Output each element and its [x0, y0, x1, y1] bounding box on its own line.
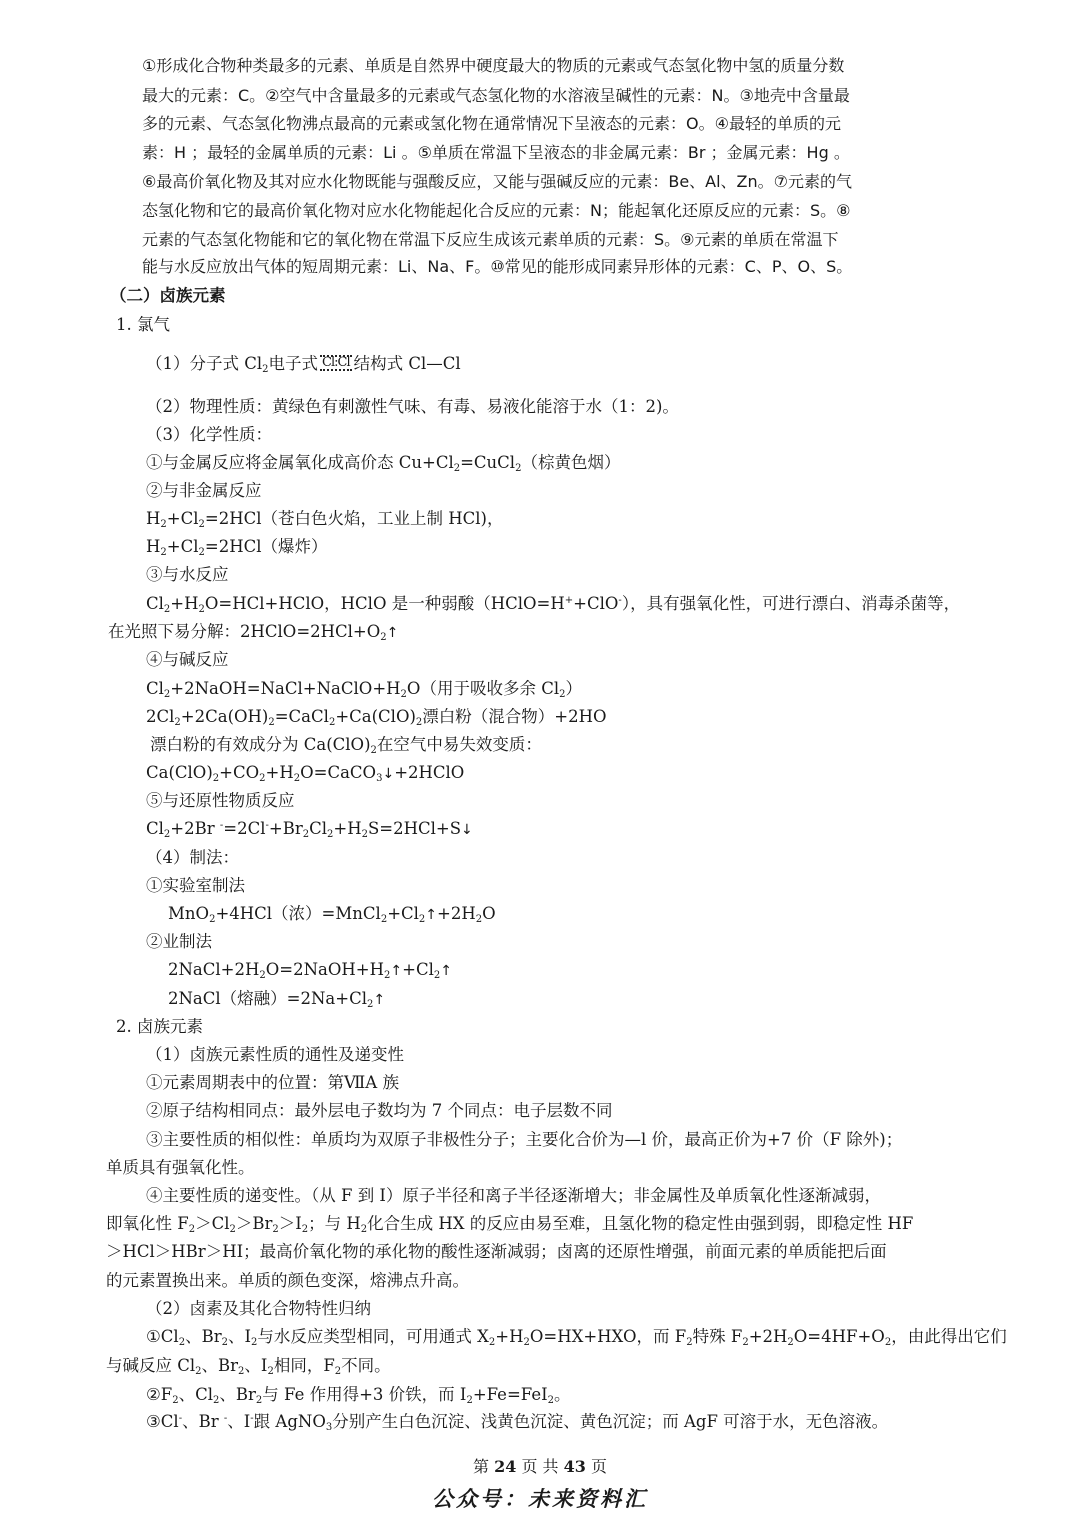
chemical-properties-title: （3）化学性质：	[146, 425, 272, 444]
page-number: 第 24 页 共 43 页	[473, 1457, 607, 1476]
halogen-p4: ③主要性质的相似性：单质均为双原子非极性分子；主要化合价为—l 价，最高正价为+7 价（F 除外)；	[146, 1130, 903, 1149]
watermark-text: 公众号：未来资料汇	[432, 1486, 648, 1511]
subsection-title-halogens: 2. 卤族元素	[116, 1017, 203, 1036]
halogen-p6: ④主要性质的递变性。（从 F 到 I）原子半径和离子半径逐渐增大；非金属性及单质氧化性逐渐减弱，	[146, 1186, 881, 1205]
reducer-reaction: $Cl_2+2Br$ $^-=2Cl^-+Br_2Cl_2+H_2S=2HCl+S↓$	[146, 819, 473, 840]
halogen-p14: ③Cl-、Br -、I-跟 AgNO$_3$分别产生白色沉淀、浅黄色沉淀、黄色沉淀；而 AgF 可溶于水，无色溶液。	[146, 1412, 889, 1433]
intro-line-6: 态氢化物和它的最高价氧化物对应水化物能起化合反应的元素：N；能起氧化还原反应的元素：S。⑧	[142, 201, 851, 220]
halogen-p9: 的元素置换出来。单质的颜色变深，熔沸点升高。	[106, 1271, 469, 1290]
intro-line-2: 最大的元素：C。②空气中含量最多的元素或气态氢化物的水溶液呈碱性的元素：N。③地壳中含量最	[142, 86, 850, 105]
h2-reaction-1: $H_2+Cl_2=2HCl$（苍白色火焰，工业上制 HCl)，	[146, 509, 504, 530]
halogen-p8: ＞HCl＞HBr＞HI；最高价氧化物的承化物的酸性逐渐减弱；卤离的还原性增强，前面元素的单质能把后面	[106, 1242, 887, 1261]
industrial-prep-title: ②业制法	[146, 932, 212, 951]
electron-dot-formula: Cl:Cl	[322, 355, 350, 370]
react-metal-line: ①与金属反应将金属氧化成高价态 $Cu+Cl_2=CuCl_2$（棕黄色烟）	[146, 453, 621, 474]
halogen-p2: ①元素周期表中的位置：第ⅦA 族	[146, 1073, 399, 1092]
physical-properties: （2）物理性质：黄绿色有刺激性气味、有毒、易液化能溶于水（1：2)。	[146, 397, 679, 416]
halogen-p13: $②F_2$、$Cl_2$、$Br_2$与 Fe 作用得+3 价铁，而 $I_2+Fe=FeI_2$。	[146, 1385, 571, 1406]
industrial-reaction-2: 2NaCl（熔融）$=2Na+Cl_2↑$	[168, 989, 386, 1010]
industrial-reaction-1: $2NaCl+2H_2O=2NaOH+H_2↑+Cl_2↑$	[168, 960, 452, 981]
hclo-decompose-line: 在光照下易分解：$2HClO=2HCl+O_2↑$	[108, 622, 399, 643]
react-nonmetal-title: ②与非金属反应	[146, 481, 262, 500]
bleach-active-ingredient: 漂白粉的有效成分为 $Ca(ClO)_2$在空气中易失效变质：	[150, 735, 542, 756]
chlorine-formula-line: （1）分子式 $Cl_2$电子式 Cl:Cl 结构式 Cl—Cl	[146, 354, 461, 375]
intro-line-7: 元素的气态氢化物能和它的氧化物在常温下反应生成该元素单质的元素：S。⑨元素的单质在常温下	[142, 230, 839, 249]
h2-reaction-2: $H_2+Cl_2=2HCl$（爆炸）	[146, 537, 328, 558]
section-title-halogens: （二）卤族元素	[110, 286, 226, 305]
bleach-decay-reaction: $Ca(ClO)_2+CO_2+H_2O=CaCO_3↓+2HClO$	[146, 763, 465, 784]
halogen-p11: $①Cl_2$、$Br_2$、$I_2$与水反应类型相同，可用通式 $X_2+H_2O=HX+HXO$，而 $F_2$特殊 $F_2+2H_2O=4HF+O_2$，由此得出它们	[146, 1327, 1007, 1348]
react-water-title: ③与水反应	[146, 565, 229, 584]
intro-line-8: 能与水反应放出气体的短周期元素：Li、Na、F。⑩常见的能形成同素异形体的元素：C、P、O、S。	[142, 257, 853, 276]
react-base-title: ④与碱反应	[146, 650, 229, 669]
halogen-p12: 与碱反应 $Cl_2$、$Br_2$、$I_2$相同，$F_2$不同。	[106, 1356, 391, 1377]
halogen-p7: 即氧化性 $F_2>Cl_2>Br_2>I_2$；与 $H_2$化合生成 HX 的反应由易至难，且氢化物的稳定性由强到弱，即稳定性 HF	[106, 1214, 914, 1235]
intro-line-5: ⑥最高价氧化物及其对应水化物既能与强酸反应，又能与强碱反应的元素：Be、Al、Zn。⑦元素的气	[142, 172, 853, 191]
halogen-p3: ②原子结构相同点：最外层电子数均为 7 个同点：电子层数不同	[146, 1101, 613, 1120]
preparation-title: （4）制法：	[146, 848, 239, 867]
halogen-p1: （1）卤族元素性质的通性及递变性	[146, 1045, 404, 1064]
water-reaction-line: $Cl_2+H_2O=HCl+HClO$，HClO 是一种弱酸（HClO=H++ClO-），具有强氧化性，可进行漂白、消毒杀菌等，	[146, 594, 961, 615]
subsection-title-chlorine: 1. 氯气	[116, 315, 170, 334]
intro-line-1: ①形成化合物种类最多的元素、单质是自然界中硬度最大的物质的元素或气态氢化物中氢的质量分数	[142, 56, 845, 75]
react-reducer-title: ⑤与还原性物质反应	[146, 791, 295, 810]
halogen-p10: （2）卤素及其化合物特性归纳	[146, 1299, 371, 1318]
lab-prep-reaction: MnO$_2$+4HCl（浓）$=MnCl_2+Cl_2↑+2H_2O$	[168, 904, 496, 925]
halogen-p5: 单质具有强氧化性。	[106, 1158, 255, 1177]
bleach-reaction: $2Cl_2+2Ca(OH)_2=CaCl_2+Ca(ClO)_2$漂白粉（混合物）+2HO	[146, 707, 607, 728]
intro-line-3: 多的元素、气态氢化物沸点最高的元素或氢化物在通常情况下呈液态的元素：O。④最轻的单质的元	[142, 114, 841, 133]
lab-prep-title: ①实验室制法	[146, 876, 245, 895]
intro-line-4: 素：H ；最轻的金属单质的元素：Li 。⑤单质在常温下呈液态的非金属元素：Br ；金属元素：Hg 。	[142, 143, 850, 162]
naoh-reaction: $Cl_2+2NaOH=NaCl+NaClO+H_2O$（用于吸收多余 $Cl_2$）	[146, 679, 582, 700]
